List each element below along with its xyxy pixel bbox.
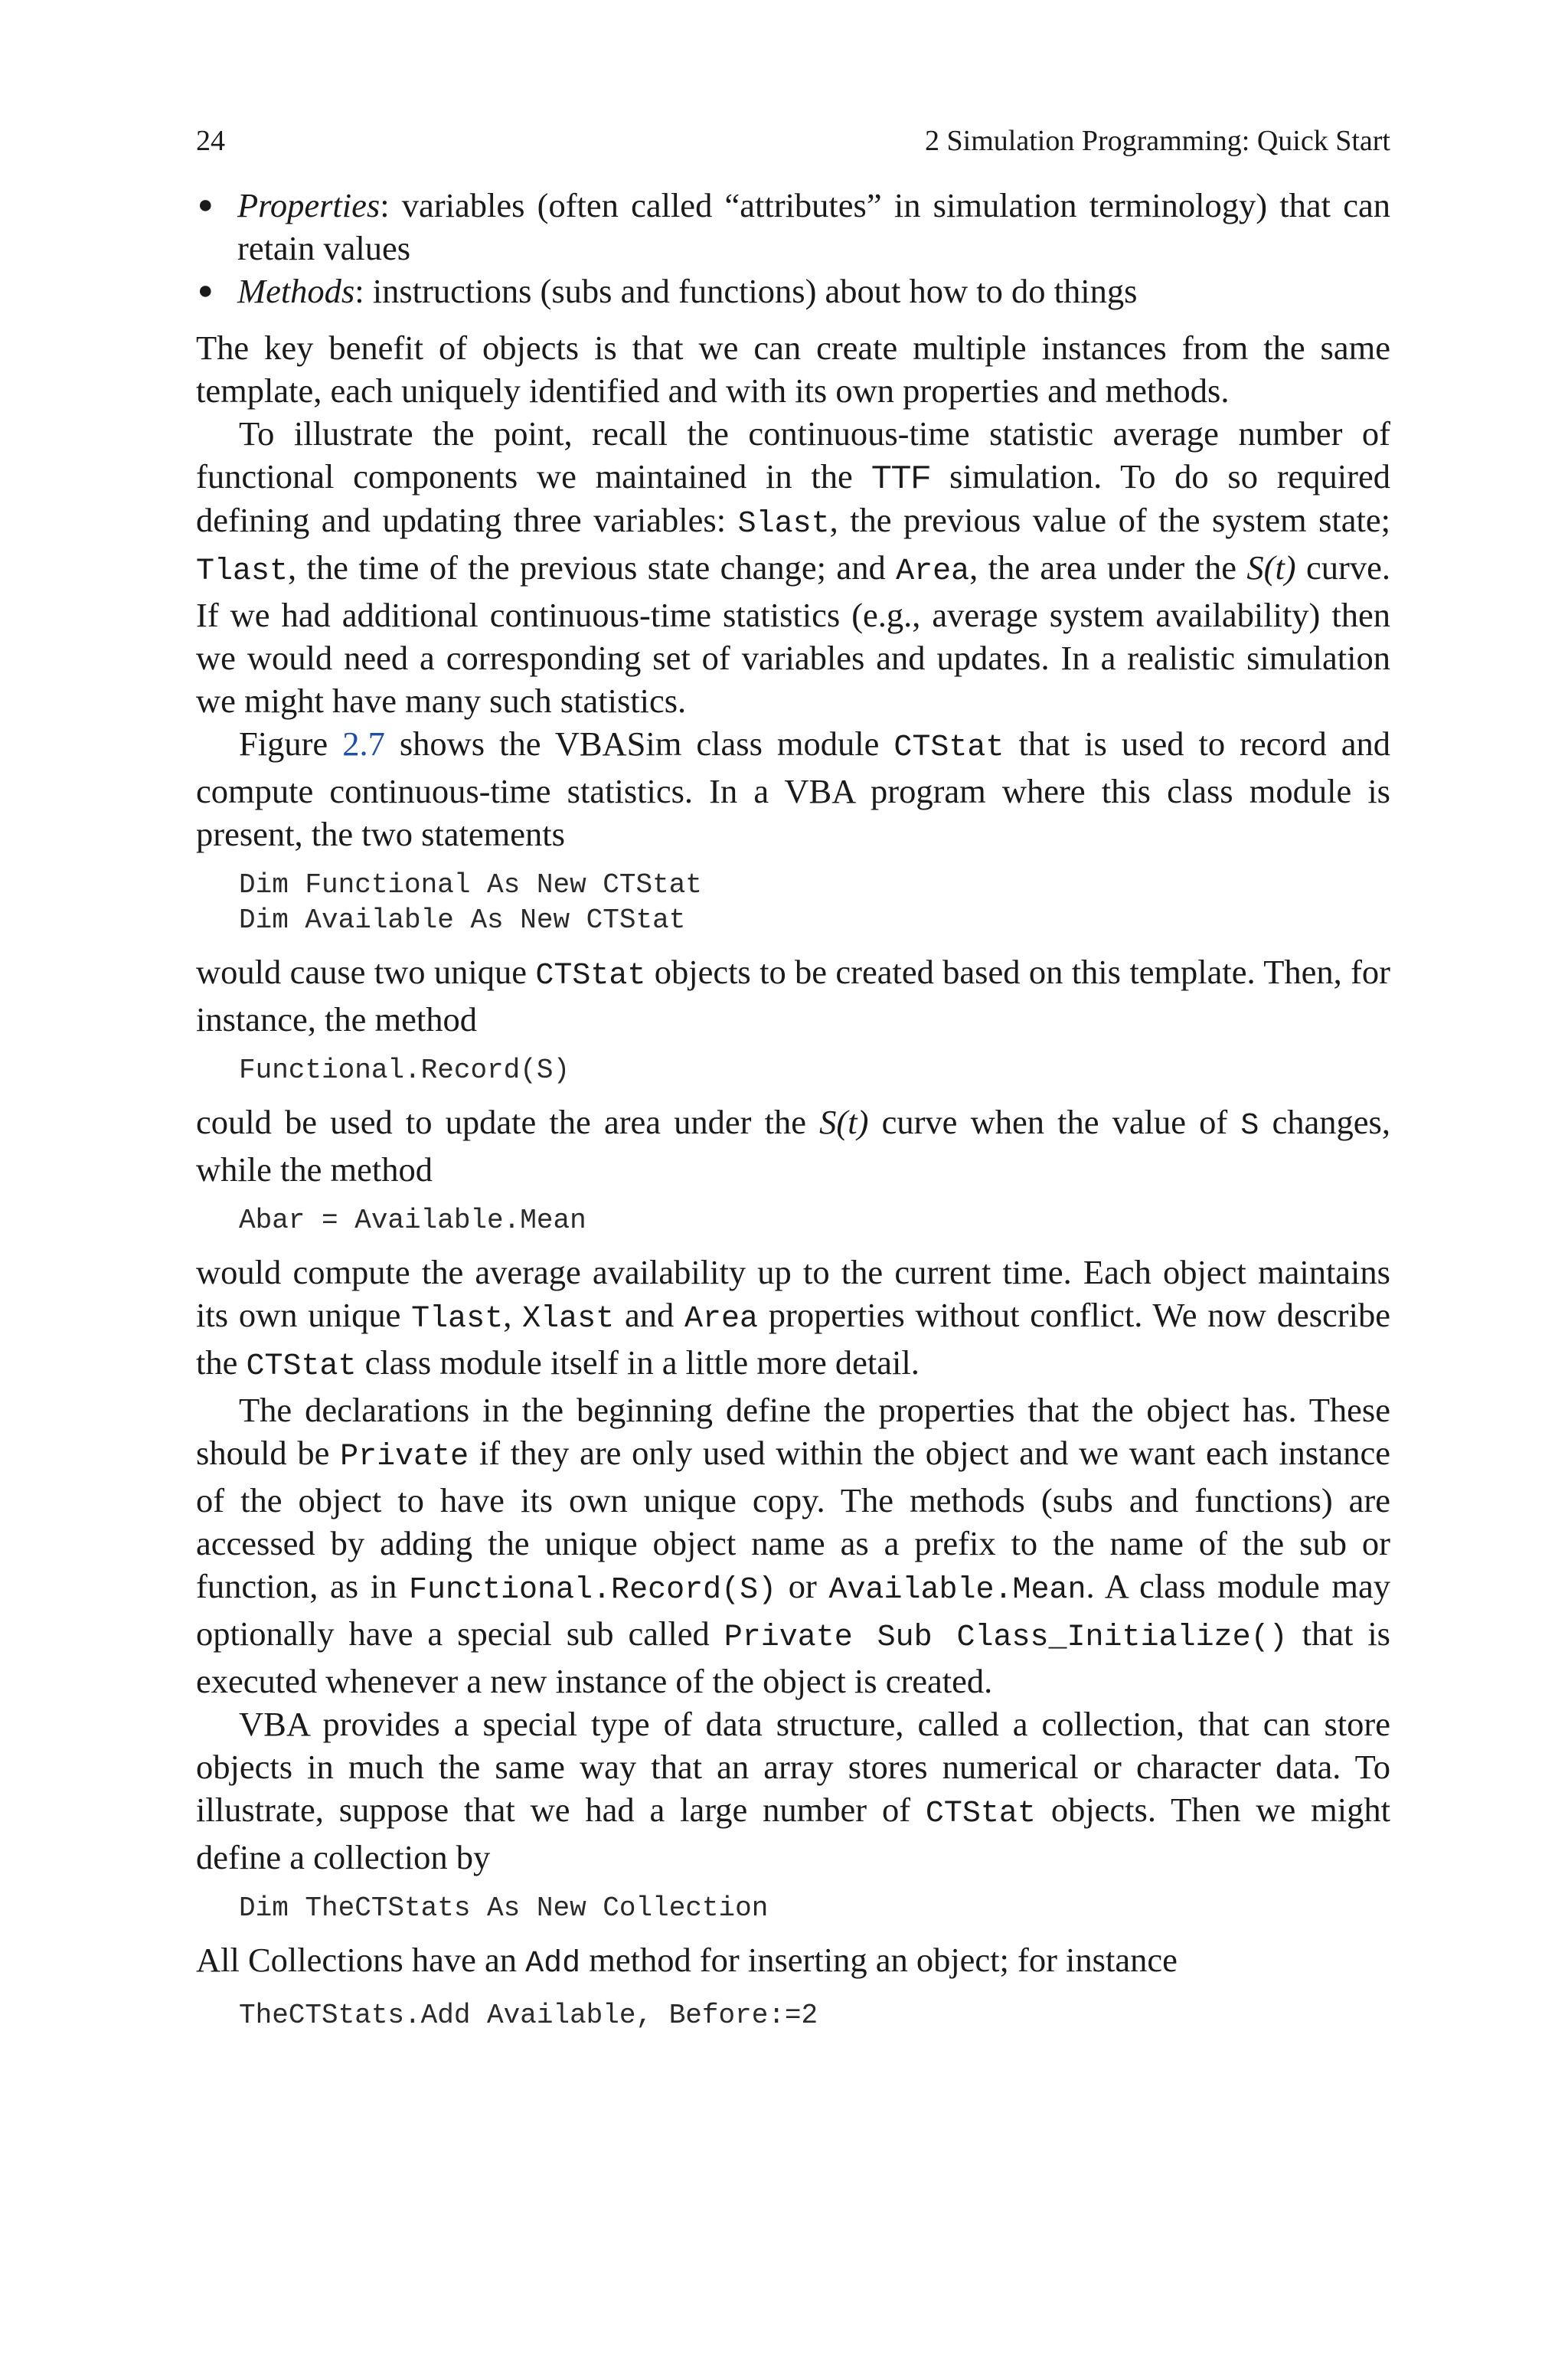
paragraph: VBA provides a special type of data structure, called a collection, that can store objects in much the same way that an array stores numerical or character data. To illustrate, suppose that we had a large number of CTStat objects. Then we might define a collection by (196, 1705, 1390, 1876)
bullet-text: : variables (often called “attributes” in simulation terminology) that can retain values (237, 186, 1390, 267)
inline-code: CTStat (925, 1797, 1036, 1831)
inline-code: Xlast (522, 1302, 615, 1336)
inline-code: CTStat (535, 959, 646, 993)
paragraph: Figure 2.7 shows the VBASim class module CTStat that is used to record and compute continuous-time statistics. In a VBA program where this class module is present, the two statements (196, 725, 1391, 853)
inline-code: Functional.Record(S) (409, 1573, 777, 1608)
bullet-list (196, 184, 1390, 312)
page-number: 24 (196, 125, 225, 157)
inline-code: Area (896, 554, 970, 589)
running-header (196, 123, 1390, 159)
code-block: Dim Functional As New CTStat Dim Available As New CTStat (239, 869, 702, 936)
math-expression: S(t) (819, 1103, 869, 1141)
paragraph: The declarations in the beginning define the properties that the object has. These should be Private if they are only used within the object and we want each instance of the object to have its own unique copy. The methods (subs and functions) are accessed by adding the unique object name as a prefix to the name of the sub or function, as in Functional.Record(S) or Available.Mean. A class module may optionally have a special sub called Private Sub Class_Initialize() that is executed whenever a new instance of the object is created. (196, 1391, 1390, 1700)
bullet-text: : instructions (subs and functions) about how to do things (354, 272, 1138, 310)
inline-code: TTF (871, 459, 931, 495)
math-expression: S(t) (1246, 548, 1296, 587)
paragraph: To illustrate the point, recall the continuous-time statistic average number of functional components we maintained in the TTF simulation. To do so required defining and updating three variables: Slast, the previous value of the system state; Tlast, the time of the previous state change; and Area, the area under the S(t) curve. If we had additional continuous-time statistics (e.g., average system availability) then we would need a corresponding set of variables and updates. In a realistic simulation we might have many such statistics. (196, 414, 1390, 720)
code-block: Dim TheCTStats As New Collection (239, 1892, 769, 1924)
code-block: TheCTStats.Add Available, Before:=2 (239, 2000, 818, 2031)
inline-code: CTStat (246, 1349, 357, 1384)
page-content (196, 123, 1390, 2046)
code-block: Functional.Record(S) (239, 1055, 570, 1086)
inline-code: Tlast (411, 1302, 504, 1336)
paragraph: The key benefit of objects is that we can create multiple instances from the same template, each uniquely identified and with its own properties and methods. (196, 329, 1390, 410)
inline-code: Add (525, 1947, 581, 1981)
paragraph: All Collections have an Add method for inserting an object; for instance (196, 1941, 1178, 1981)
inline-code: S (1240, 1109, 1259, 1143)
bullet-icon: ● (198, 276, 214, 305)
figure-link[interactable]: 2.7 (342, 725, 385, 763)
paragraph: would cause two unique CTStat objects to be created based on this template. Then, for instance, the method (196, 953, 1390, 1039)
bullet-term: Methods (237, 272, 355, 310)
inline-code: Private (340, 1440, 469, 1474)
chapter-title: 2 Simulation Programming: Quick Start (925, 125, 1390, 157)
inline-code: Private Sub Class_Initialize() (724, 1621, 1288, 1655)
list-item (196, 270, 1390, 312)
paragraph: could be used to update the area under the S(t) curve when the value of S changes, while the method (196, 1103, 1390, 1189)
inline-code: Tlast (196, 554, 289, 589)
inline-code: Area (684, 1302, 759, 1336)
code-block: Abar = Available.Mean (239, 1205, 586, 1236)
inline-code: Available.Mean (828, 1573, 1086, 1608)
bullet-term: Properties (237, 186, 381, 224)
inline-code: Slast (737, 507, 830, 541)
inline-code: CTStat (893, 731, 1004, 765)
list-item (196, 184, 1390, 270)
bullet-icon: ● (198, 191, 214, 219)
paragraph: would compute the average availability up to the current time. Each object maintains its own unique Tlast, Xlast and Area properties without conflict. We now describe the CTStat class module itself in a little more detail. (196, 1253, 1390, 1384)
